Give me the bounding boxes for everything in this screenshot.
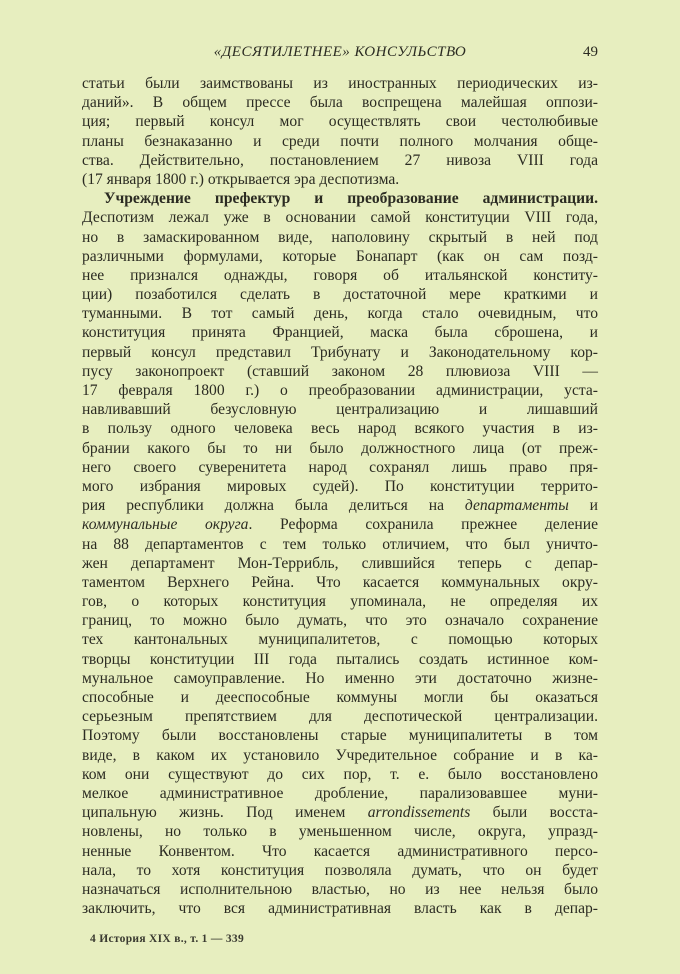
text-line bbox=[82, 573, 598, 592]
page-number: 49 bbox=[583, 44, 598, 60]
text-run: таментом Верхнего Рейна. Что касается коммунальных окру- bbox=[82, 573, 598, 591]
text-line bbox=[82, 439, 598, 458]
text-line bbox=[82, 554, 598, 573]
text-run: ции) позаботился сделать в достаточной мере краткими и bbox=[82, 286, 598, 304]
text-run: заключить, что вся административная власть как в депар- bbox=[82, 900, 598, 918]
text-line bbox=[82, 880, 598, 899]
text-run: мого избрания мировых судей). По конституции террито- bbox=[82, 477, 598, 495]
printer-signature: 4 История XIX в., т. 1 — 339 bbox=[90, 933, 245, 945]
italic-term: департаменты bbox=[464, 497, 569, 515]
text-line bbox=[82, 458, 598, 477]
text-line bbox=[82, 650, 598, 669]
text-run: туманными. В тот самый день, когда стало очевидным, что bbox=[82, 305, 598, 323]
text-line bbox=[82, 803, 598, 822]
text-line bbox=[82, 535, 598, 554]
text-line bbox=[82, 266, 598, 285]
text-run: в пользу одного человека весь народ всякого участия в из- bbox=[82, 420, 598, 438]
text-run: навливавший безусловную централизацию и лишавший bbox=[82, 401, 598, 419]
text-line bbox=[82, 170, 598, 189]
text-line bbox=[82, 362, 598, 381]
text-line bbox=[82, 630, 598, 649]
text-line bbox=[82, 304, 598, 323]
text-run: жен департамент Мон-Террибль, слившийся теперь с депар- bbox=[82, 554, 598, 572]
text-run: границ, то можно было думать, что это означало сохранение bbox=[82, 612, 598, 630]
text-line bbox=[82, 726, 598, 745]
text-run: ненные Конвентом. Что касается административного персо- bbox=[82, 842, 598, 860]
text-line bbox=[82, 784, 598, 803]
text-line bbox=[82, 208, 598, 227]
text-line bbox=[82, 477, 598, 496]
text-line bbox=[82, 343, 598, 362]
text-run: новлены, но только в уменьшенном числе, округа, упразд- bbox=[82, 823, 598, 841]
italic-term: коммунальные округа bbox=[82, 516, 249, 534]
text-line bbox=[82, 132, 598, 151]
text-line bbox=[82, 400, 598, 419]
text-run: (17 января 1800 г.) открывается эра деспотизма. bbox=[82, 170, 400, 188]
text-run: первый консул представил Трибунату и Законодательному кор- bbox=[82, 343, 598, 361]
text-line bbox=[82, 515, 598, 534]
text-run: ства. Действительно, постановлением 27 нивоза VIII года bbox=[82, 151, 598, 169]
text-line bbox=[82, 323, 598, 342]
text-run: ципальную жизнь. Под именем bbox=[82, 804, 368, 822]
italic-term: arrondissements bbox=[367, 804, 471, 822]
text-run: Деспотизм лежал уже в основании самой конституции VIII года, bbox=[82, 209, 598, 227]
text-line bbox=[82, 419, 598, 438]
text-run: даний». В общем прессе была воспрещена малейшая оппози- bbox=[82, 94, 598, 112]
text-line bbox=[82, 112, 598, 131]
text-run: 17 февраля 1800 г.) о преобразовании администрации, уста- bbox=[82, 382, 598, 399]
text-line bbox=[82, 746, 598, 765]
running-title: «ДЕСЯТИЛЕТНЕЕ» КОНСУЛЬСТВО bbox=[213, 44, 467, 60]
text-line bbox=[82, 688, 598, 707]
text-run: ция; первый консул мог осуществлять свои честолюбивые bbox=[82, 113, 598, 131]
text-line bbox=[82, 592, 598, 611]
text-run: брании какого бы то ни было должностного лица (от преж- bbox=[82, 439, 598, 457]
text-run: были восста- bbox=[470, 804, 598, 822]
text-run: гов, о которых конституция упоминала, не определяя их bbox=[82, 593, 598, 611]
text-line bbox=[82, 228, 598, 247]
text-run: нала, то хотя конституция позволяла думать, что он будет bbox=[82, 861, 598, 879]
text-line bbox=[82, 861, 598, 880]
text-line bbox=[82, 93, 598, 112]
text-run: на 88 департаментов с тем только отличием, что был уничто- bbox=[82, 535, 598, 553]
text-run: но в замаскированном виде, наполовину скрытый в ней под bbox=[82, 228, 598, 246]
running-header bbox=[82, 44, 598, 66]
text-run: конституция принята Францией, маска была сброшена, и bbox=[82, 324, 598, 342]
text-line bbox=[82, 285, 598, 304]
text-line bbox=[82, 822, 598, 841]
text-run: творцы конституции III года пытались создать истинное ком- bbox=[82, 650, 598, 668]
section-heading: Учреждение префектур и преобразование администрации. bbox=[104, 190, 598, 208]
text-run: статьи были заимствованы из иностранных периодических из- bbox=[82, 75, 598, 92]
text-line bbox=[82, 496, 598, 515]
text-run: тех кантональных муниципалитетов, с помощью которых bbox=[82, 631, 598, 649]
text-line bbox=[82, 247, 598, 266]
text-run: пусу законопроект (ставший законом 28 плювиоза VIII — bbox=[82, 362, 598, 380]
text-run: . Реформа сохранила прежнее деление bbox=[248, 516, 598, 534]
section-heading-line bbox=[82, 189, 598, 208]
text-line bbox=[82, 707, 598, 726]
text-run: мунальное самоуправление. Но именно эти достаточно жизне- bbox=[82, 669, 598, 687]
text-run: назначаться исполнительною властью, но из нее нельзя было bbox=[82, 880, 598, 898]
text-run: различными формулами, которые Бонапарт (как он сам позд- bbox=[82, 247, 598, 265]
text-run: рия республики должна была делиться на bbox=[82, 497, 465, 515]
text-run: мелкое административное дробление, парализовавшее муни- bbox=[82, 784, 598, 802]
text-run: способные и дееспособные коммуны могли бы оказаться bbox=[82, 689, 598, 706]
text-line bbox=[82, 842, 598, 861]
text-run: виде, в каком их установило Учредительное собрание и в ка- bbox=[82, 746, 598, 764]
text-line bbox=[82, 899, 598, 918]
body-text bbox=[82, 74, 598, 918]
text-line bbox=[82, 611, 598, 630]
text-line bbox=[82, 669, 598, 688]
text-run: планы безнаказанно и среди почти полного молчания обще- bbox=[82, 132, 598, 150]
text-run: него своего суверенитета народ сохранял лишь право пря- bbox=[82, 458, 598, 476]
text-line bbox=[82, 765, 598, 784]
text-line bbox=[82, 381, 598, 400]
text-line bbox=[82, 151, 598, 170]
text-run: и bbox=[568, 497, 598, 515]
text-line bbox=[82, 74, 598, 93]
text-run: нее признался однажды, говоря об итальянской конститу- bbox=[82, 266, 598, 284]
text-run: ком они существуют до сих пор, т. е. было восстановлено bbox=[82, 765, 598, 783]
text-run: Поэтому были восстановлены старые муниципалитеты в том bbox=[82, 727, 598, 745]
text-run: серьезным препятствием для деспотической централизации. bbox=[82, 708, 598, 726]
